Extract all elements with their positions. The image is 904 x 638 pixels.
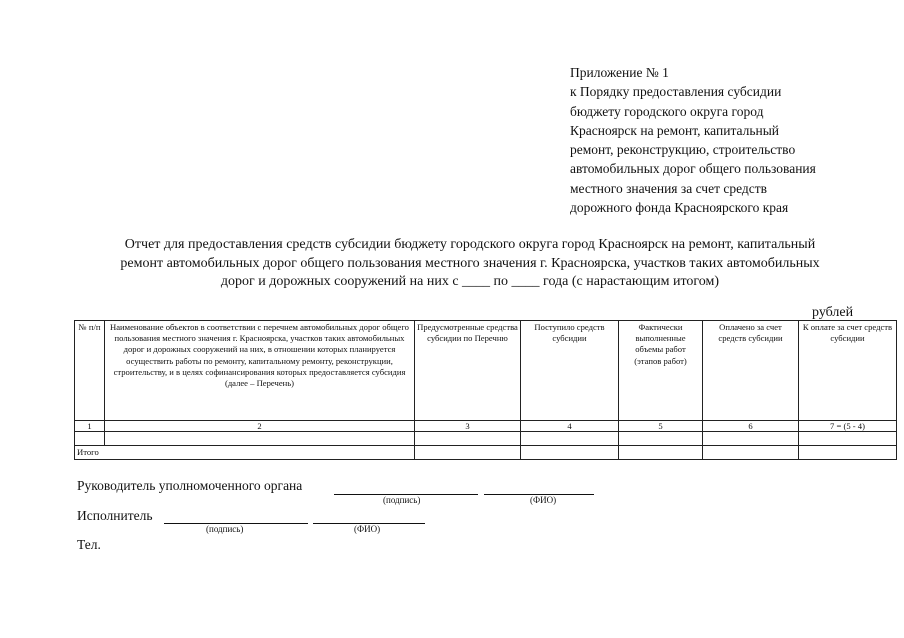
table-cell [415, 446, 521, 460]
head-signature-caption: (подпись) [383, 495, 421, 505]
executor-signature-caption: (подпись) [206, 524, 244, 534]
appendix-line: Приложение № 1 [570, 65, 669, 80]
appendix-line: бюджету городского округа город [570, 103, 764, 119]
table-cell [75, 432, 105, 446]
total-row [75, 446, 897, 460]
appendix-line: автомобильных дорог общего пользования [570, 161, 816, 177]
appendix-block [570, 63, 870, 217]
column-number: 1 [75, 421, 105, 432]
report-title-line: ремонт автомобильных дорог общего пользования местного значения г. Красноярска, участков таких автомобильных [120, 255, 820, 271]
column-header-to-pay: К оплате за счет средств субсидии [799, 321, 897, 421]
executor-name-caption: (ФИО) [354, 524, 381, 534]
table-cell [703, 446, 799, 460]
head-name-caption: (ФИО) [530, 495, 557, 505]
table-cell [415, 432, 521, 446]
column-number: 7 = (5 - 4) [799, 421, 897, 432]
table-cell [521, 446, 619, 460]
appendix-line: дорожного фонда Красноярского края [570, 200, 789, 216]
report-table [74, 320, 897, 460]
report-title-line: Отчет для предоставления средств субсидии бюджету городского округа город Красноярск на ремонт, капитальный [124, 237, 816, 252]
table-cell [703, 432, 799, 446]
report-title-line: дорог и дорожных сооружений на них с ____ по ____ года (с нарастающим итогом) [220, 274, 720, 289]
executor-label: Исполнитель [77, 508, 153, 523]
head-signature-label: Руководитель уполномоченного органа [77, 478, 303, 493]
appendix-line: к Порядку предоставления субсидии [570, 84, 782, 100]
appendix-line: местного значения за счет средств [570, 180, 768, 196]
column-header-object-name: Наименование объектов в соответствии с перечнем автомобильных дорог общего пользования местного значения г. Красноярска, участков таких автомобильных дорог и дорожных сооружений на них, в отношении которых планируется осуществить работы по ремонту, капитальному ремонту, реконструкции, строительству, и в целях софинансирования которых предоставляется субсидия (далее – Перечень) [105, 321, 415, 421]
column-number: 2 [105, 421, 415, 432]
table-cell [619, 432, 703, 446]
column-header-planned-funds: Предусмотренные средства субсидии по Перечню [415, 321, 521, 421]
column-header-completed-works: Фактически выполненные объемы работ (этапов работ) [619, 321, 703, 421]
table-header-row [75, 321, 897, 421]
column-number: 6 [703, 421, 799, 432]
appendix-line: Красноярск на ремонт, капитальный [570, 122, 780, 138]
report-title [70, 236, 870, 292]
table-cell [799, 432, 897, 446]
currency-unit: рублей [812, 305, 854, 320]
column-number: 5 [619, 421, 703, 432]
appendix-line: ремонт, реконструкцию, строительство [570, 142, 796, 158]
total-label: Итого [75, 446, 415, 460]
column-header-number: № п/п [75, 321, 105, 421]
table-cell [799, 446, 897, 460]
column-header-paid: Оплачено за счет средств субсидии [703, 321, 799, 421]
column-number-row [75, 421, 897, 432]
phone-label: Тел. [77, 537, 101, 552]
table-row [75, 432, 897, 446]
column-header-received-funds: Поступило средств субсидии [521, 321, 619, 421]
table-cell [619, 446, 703, 460]
column-number: 3 [415, 421, 521, 432]
column-number: 4 [521, 421, 619, 432]
table-cell [521, 432, 619, 446]
table-cell [105, 432, 415, 446]
